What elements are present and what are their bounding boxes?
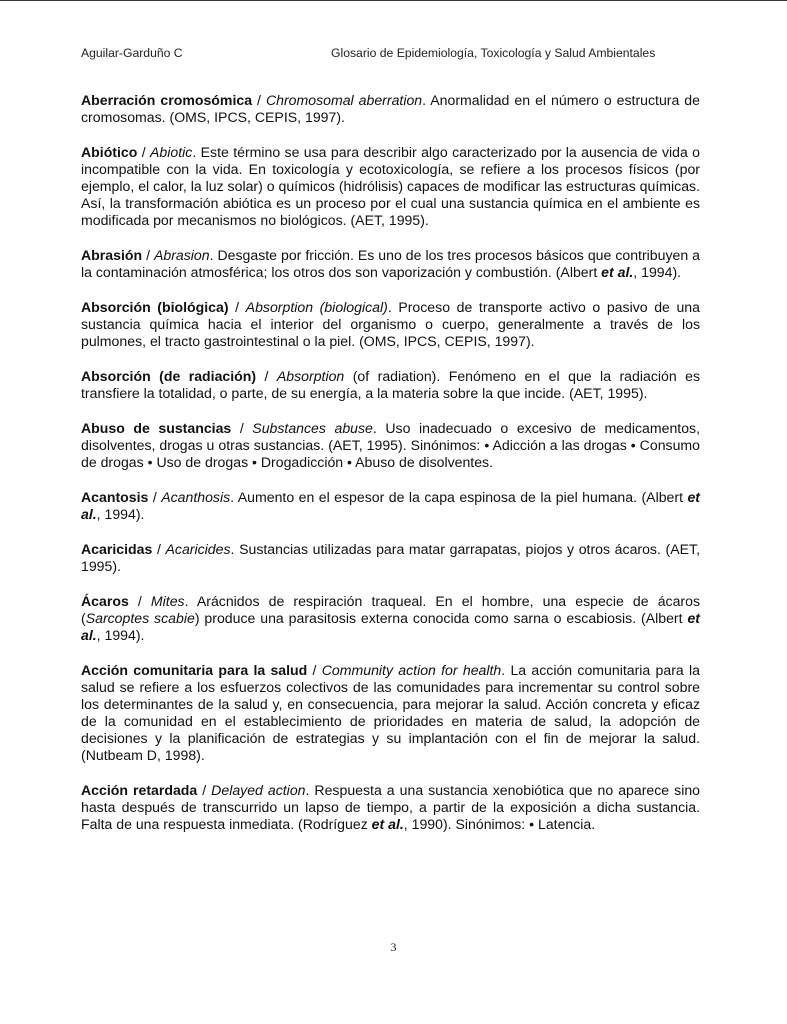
glossary-entry-accion-comunitaria (81, 662, 700, 764)
entry-english-term: Absorption (biological) (245, 299, 388, 315)
entry-separator: / (148, 489, 162, 505)
glossary-entry-acantosis (81, 489, 700, 523)
entry-separator: / (152, 541, 166, 557)
entry-english-term: Abiotic (150, 144, 193, 160)
top-border-rule (0, 0, 787, 1)
page-header (81, 46, 706, 62)
entry-separator: / (128, 593, 151, 609)
entry-term: Ácaros (81, 593, 129, 609)
entry-english-term: Mites (150, 593, 185, 609)
entry-separator: / (142, 247, 154, 263)
entry-definition: . Arácnidos de respiración traqueal. En el hombre, una especie de ácaros ( (81, 593, 700, 626)
entry-separator: / (256, 368, 277, 384)
entry-term: Acantosis (81, 489, 149, 505)
entry-term: Acción retardada (81, 782, 198, 798)
entry-etal: et al. (371, 816, 404, 832)
entry-definition: . Anormalidad en el número o estructura de cromosomas. (OMS, IPCS, CEPIS, 1997). (81, 92, 700, 125)
entry-english-term: Community action for health (321, 662, 502, 678)
entry-definition: . Este término se usa para describir algo caracterizado por la ausencia de vida o incompatible con la vida. En toxicología y ecotoxicología, se refiere a los procesos físicos (por ejemplo, el calor, la luz solar) o químicos (hidrólisis) capaces de modificar las estructuras químicas. Así, la transformación abiótica es un proceso por el cual una sustancia química en el ambiente es modificada por mecanismos no biológicos. (AET, 1995). (81, 144, 701, 228)
entry-term: Acaricidas (81, 541, 153, 557)
entry-etal: et al. (81, 489, 700, 522)
entry-etal: et al. (81, 610, 700, 643)
entry-english-term: Abrasion (153, 247, 210, 263)
glossary-entry-acaricidas (81, 541, 700, 575)
entry-term: Acción comunitaria para la salud (81, 662, 308, 678)
entry-separator: / (231, 420, 253, 436)
entry-definition: . Proceso de transporte activo o pasivo de una sustancia química hacia el interior del organismo o cuerpo, generalmente a través de los pulmones, el tracto gastrointestinal o la piel. (OMS, IPCS, CEPIS, 1997). (81, 299, 700, 349)
entry-etal: et al. (601, 264, 634, 280)
entry-separator: / (252, 92, 266, 108)
glossary-entry-abuso-sustancias (81, 420, 700, 471)
glossary-entry-abrasion (81, 247, 700, 281)
entry-term: Absorción (de radiación) (81, 368, 257, 384)
entry-species-name: Sarcoptes scabie (85, 610, 195, 626)
entry-term: Abrasión (81, 247, 143, 263)
entry-definition: . Uso inadecuado o excesivo de medicamentos, disolventes, drogas u otras sustancias. (AET, 1995). Sinónimos: • Adicción a las drogas • Consumo de drogas • Uso de drogas • Drogadicción • Abuso de disolventes. (81, 420, 701, 470)
entry-definition-mid: ) produce una parasitosis externa conocida como sarna o escabiosis. (Albert (194, 610, 688, 626)
page-number: 3 (390, 940, 397, 954)
entry-separator: / (307, 662, 322, 678)
entry-term: Absorción (biológica) (81, 299, 229, 315)
glossary-entry-absorcion-radiacion (81, 368, 700, 402)
glossary-entry-accion-retardada (81, 782, 700, 833)
glossary-content (81, 92, 700, 851)
entry-english-term: Substances abuse (252, 420, 373, 436)
entry-definition: . Respuesta a una sustancia xenobiótica que no aparece sino hasta después de transcurrido un lapso de tiempo, a partir de la exposición a dicha sustancia. Falta de una respuesta inmediata. (Rodríguez (81, 782, 701, 832)
entry-definition: (of radiation). Fenómeno en el que la radiación es transfiere la totalidad, o parte, de su energía, a la materia sobre la que incide. (AET, 1995). (81, 368, 701, 401)
glossary-entry-absorcion-biologica (81, 299, 700, 350)
header-author: Aguilar-Garduño C (81, 46, 183, 60)
entry-definition: . Sustancias utilizadas para matar garrapatas, piojos y otros ácaros. (AET, 1995). (81, 541, 700, 574)
entry-separator: / (228, 299, 246, 315)
glossary-entry-abiotico (81, 144, 700, 229)
entry-term: Abuso de sustancias (81, 420, 232, 436)
entry-separator: / (137, 144, 151, 160)
glossary-entry-acaros (81, 593, 700, 644)
header-title: Glosario de Epidemiología, Toxicología y Salud Ambientales (331, 46, 656, 60)
entry-term: Aberración cromosómica (81, 92, 253, 108)
entry-english-term: Absorption (276, 368, 345, 384)
entry-definition: . Desgaste por fricción. Es uno de los tres procesos básicos que contribuyen a la contaminación atmosférica; los otros dos son vaporización y combustión. (Albert (81, 247, 700, 280)
entry-definition: . Aumento en el espesor de la capa espinosa de la piel humana. (Albert (230, 489, 688, 505)
entry-definition-end: , 1994). (633, 264, 682, 280)
entry-english-term: Delayed action (211, 782, 306, 798)
entry-english-term: Acanthosis (161, 489, 231, 505)
entry-english-term: Chromosomal aberration (265, 92, 423, 108)
entry-separator: / (197, 782, 212, 798)
entry-definition-end: , 1994). (96, 627, 145, 643)
entry-english-term: Acaricides (165, 541, 231, 557)
entry-definition-end: , 1990). Sinónimos: • Latencia. (403, 816, 596, 832)
entry-term: Abiótico (81, 144, 138, 160)
glossary-entry-aberracion-cromosomica (81, 92, 700, 126)
entry-definition: . La acción comunitaria para la salud se refiere a los esfuerzos colectivos de las comunidades para incrementar su control sobre los determinantes de la salud y, en consecuencia, para mejorar la salud. Acción concreta y eficaz de la comunidad en el establecimiento de prioridades en materia de salud, la adopción de decisiones y la planificación de estrategias y su implantación con el fin de mejorar la salud. (Nutbeam D, 1998). (81, 662, 700, 763)
entry-definition-end: , 1994). (96, 506, 145, 522)
